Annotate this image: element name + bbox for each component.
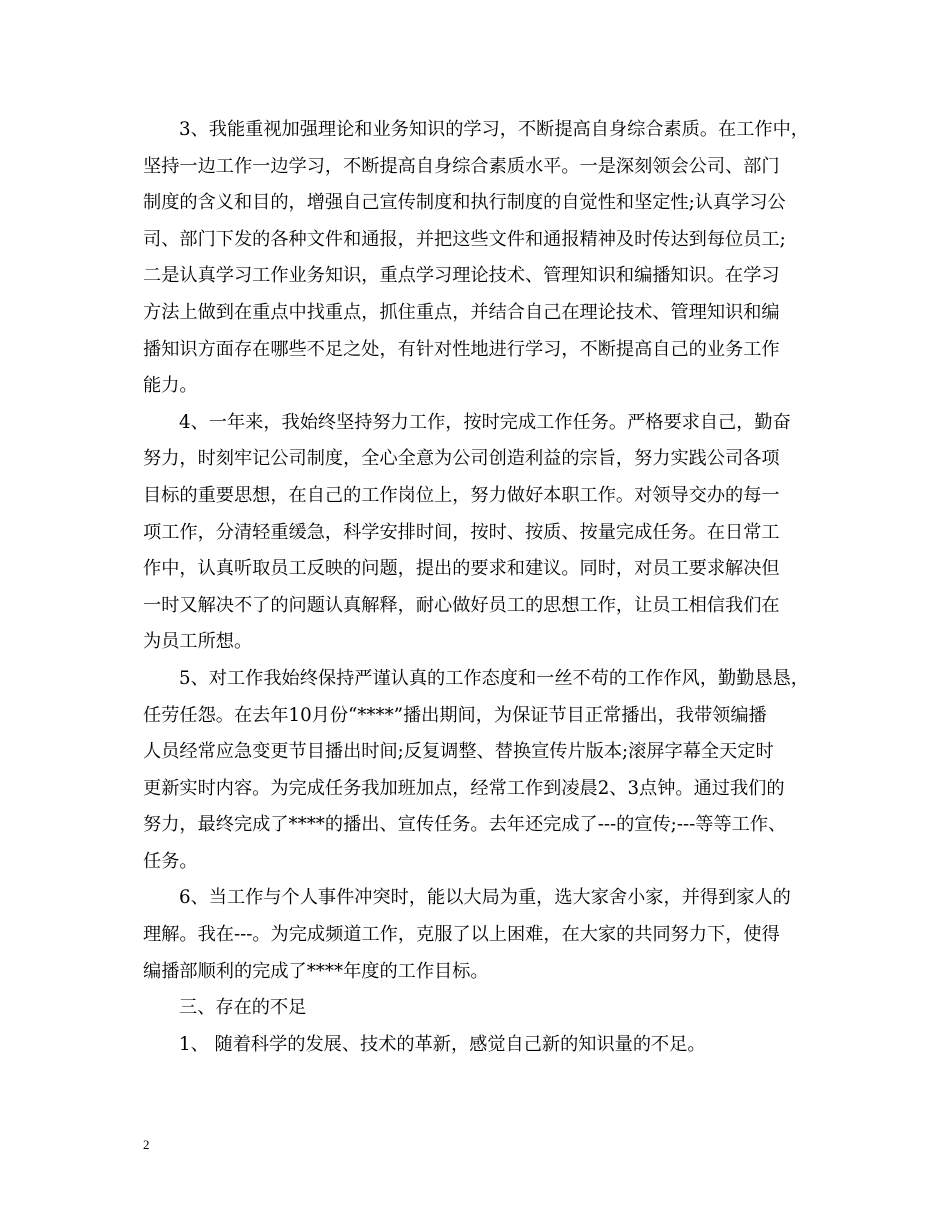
paragraph-line: 4、一年来，我始终坚持努力工作，按时完成工作任务。严格要求自己，勤奋 (179, 411, 791, 433)
paragraph-line: 编播部顺利的完成了****年度的工作目标。 (143, 960, 489, 982)
paragraph (143, 990, 811, 1027)
paragraph-line: 作中，认真听取员工反映的问题，提出的要求和建议。同时，对员工要求解决但 (143, 558, 780, 580)
paragraph-line: 一时又解决不了的问题认真解释，耐心做好员工的思想工作，让员工相信我们在 (143, 594, 780, 616)
paragraph-line: 为员工所想。 (143, 631, 253, 653)
paragraph-line: 3、我能重视加强理论和业务知识的学习，不断提高自身综合素质。在工作中， (179, 119, 809, 140)
paragraph-line: 坚持一边工作一边学习，不断提高自身综合素质水平。一是深刻领会公司、部门 (143, 155, 780, 177)
page-number: 2 (143, 1137, 150, 1152)
paragraph-line: 目标的重要思想，在自己的工作岗位上，努力做好本职工作。对领导交办的每一 (143, 484, 780, 506)
paragraph (143, 1027, 811, 1064)
paragraph-line: 更新实时内容。为完成任务我加班加点，经常工作到凌晨2、3点钟。通过我们的 (143, 777, 785, 799)
paragraph (143, 880, 811, 990)
document-body (143, 112, 811, 1063)
paragraph-line: 努力，时刻牢记公司制度，全心全意为公司创造利益的宗旨，努力实践公司各项 (143, 448, 780, 470)
paragraph-line: 制度的含义和目的，增强自己宣传制度和执行制度的自觉性和坚定性;认真学习公 (143, 192, 786, 214)
paragraph-line: 努力，最终完成了****的播出、宣传任务。去年还完成了---的宣传;---等等工作、 (143, 814, 787, 836)
paragraph (143, 661, 811, 881)
paragraph-line: 司、部门下发的各种文件和通报，并把这些文件和通报精神及时传达到每位员工; (143, 228, 786, 250)
paragraph-line: 播知识方面存在哪些不足之处，有针对性地进行学习，不断提高自己的业务工作 (143, 338, 780, 360)
paragraph-line: 理解。我在---。为完成频道工作，克服了以上困难，在大家的共同努力下，使得 (143, 924, 780, 946)
paragraph (143, 405, 811, 661)
paragraph-line: 能力。 (143, 375, 198, 397)
paragraph-line: 二是认真学习工作业务知识，重点学习理论技术、管理知识和编播知识。在学习 (143, 265, 780, 287)
paragraph-line: 三、存在的不足 (179, 997, 307, 1019)
paragraph-line: 方法上做到在重点中找重点，抓住重点，并结合自己在理论技术、管理知识和编 (143, 301, 780, 323)
paragraph-line: 项工作，分清轻重缓急，科学安排时间，按时、按质、按量完成任务。在日常工 (143, 521, 780, 543)
paragraph-line: 5、对工作我始终保持严谨认真的工作态度和一丝不苟的工作作风，勤勤恳恳， (179, 667, 809, 689)
paragraph (143, 112, 811, 405)
paragraph-line: 人员经常应急变更节目播出时间;反复调整、替换宣传片版本;滚屏字幕全天定时 (143, 741, 774, 763)
paragraph-line: 6、当工作与个人事件冲突时，能以大局为重，选大家舍小家，并得到家人的 (179, 887, 791, 909)
paragraph-line: 1、 随着科学的发展、技术的革新，感觉自己新的知识量的不足。 (179, 1033, 706, 1055)
paragraph-line: 任务。 (143, 850, 198, 872)
paragraph-line: 任劳任怨。在去年10月份“****”播出期间，为保证节目正常播出，我带领编播 (143, 704, 767, 726)
